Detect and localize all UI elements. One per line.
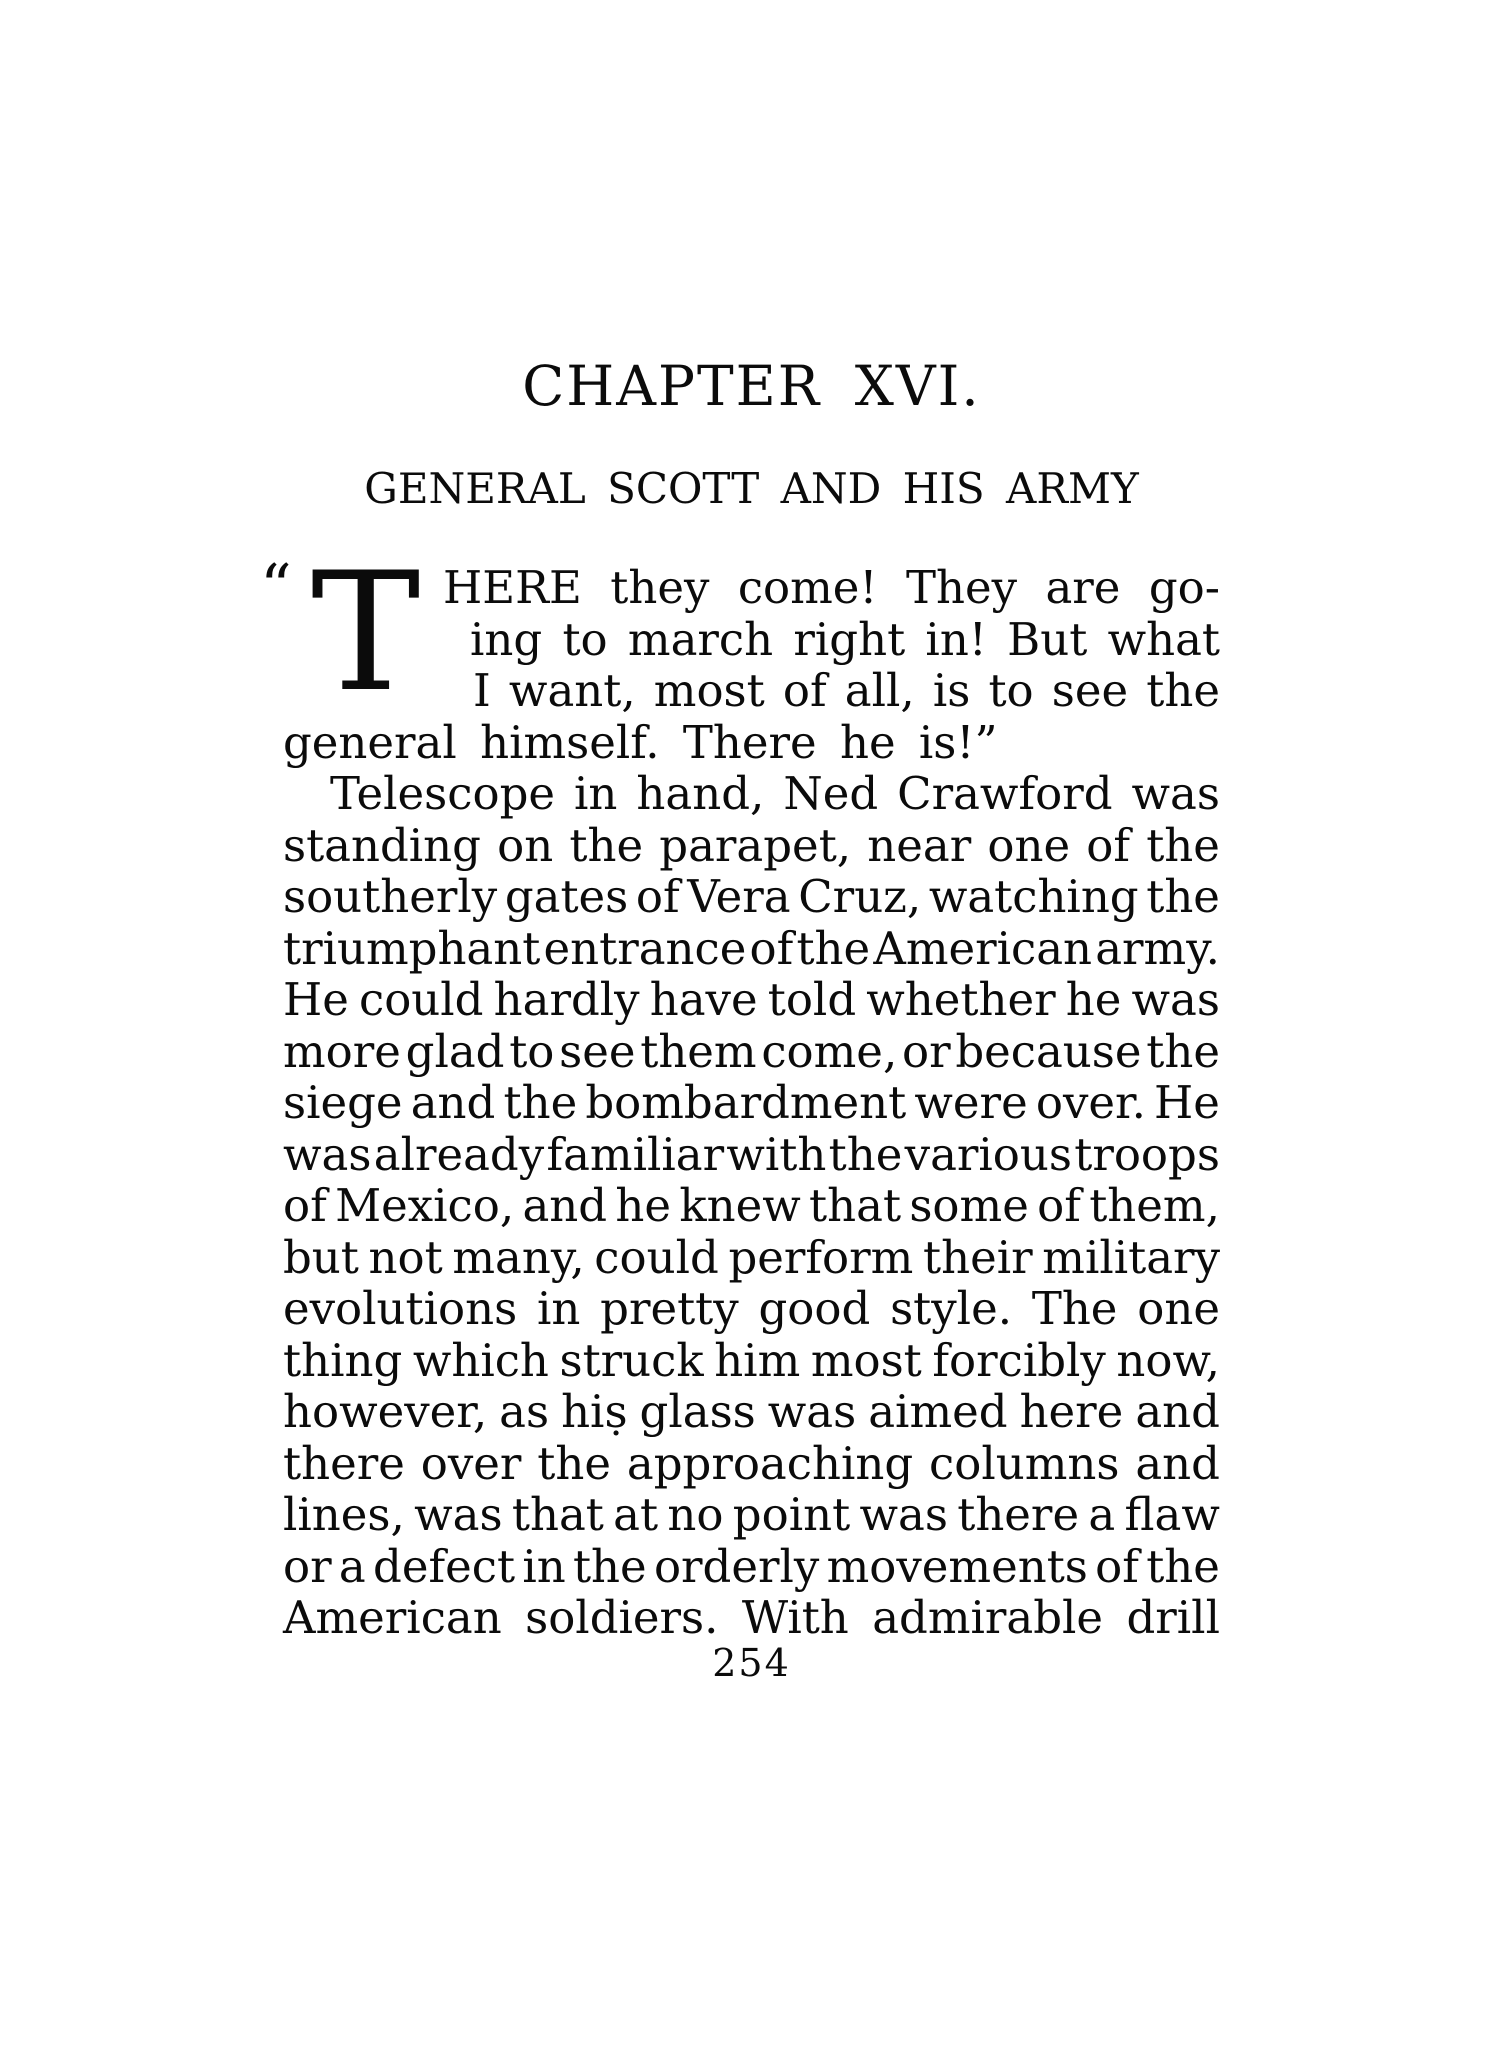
- body-line: siege and the bombardment were over. He: [283, 1076, 1220, 1129]
- body-line: He could hardly have told whether he was: [283, 973, 1220, 1026]
- body-line: or a defect in the orderly movements of the: [283, 1539, 1220, 1593]
- open-quote-mark: “: [260, 550, 292, 623]
- body-line: southerly gates of Vera Cruz, watching the: [283, 870, 1220, 923]
- body-line: but not many, could perform their military: [283, 1230, 1220, 1284]
- drop-cap-letter: T: [311, 537, 421, 728]
- page-number: 254: [712, 1641, 791, 1685]
- chapter-subtitle: GENERAL SCOTT AND HIS ARMY: [364, 464, 1139, 513]
- body-line: triumphant entrance of the American army.: [283, 921, 1220, 975]
- body-line: evolutions in pretty good style. The one: [283, 1282, 1220, 1335]
- body-line: standing on the parapet, near one of the: [283, 818, 1220, 872]
- chapter-heading: CHAPTER XVI.: [522, 354, 981, 418]
- body-line: HERE they come! They are go-: [443, 561, 1220, 614]
- body-text-column: [283, 562, 1220, 1644]
- body-line: of Mexico, and he knew that some of them,: [283, 1179, 1220, 1232]
- body-line: there over the approaching columns and: [283, 1436, 1220, 1490]
- body-line: however, as hiṣ glass was aimed here and: [283, 1385, 1220, 1438]
- body-line: more glad to see them come, or because the: [283, 1024, 1220, 1078]
- body-line: was already familiar with the various troops: [283, 1127, 1220, 1181]
- body-line: ing to march right in! But what: [470, 612, 1220, 666]
- body-line: American soldiers. With admirable drill: [283, 1591, 1220, 1644]
- body-line: thing which struck him most forcibly now,: [283, 1333, 1220, 1387]
- body-line: Telescope in hand, Ned Crawford was: [330, 767, 1220, 820]
- body-line: general himself. There he is!”: [283, 715, 998, 769]
- body-line: I want, most of all, is to see the: [473, 664, 1220, 717]
- body-line: lines, was that at no point was there a flaw: [283, 1488, 1220, 1541]
